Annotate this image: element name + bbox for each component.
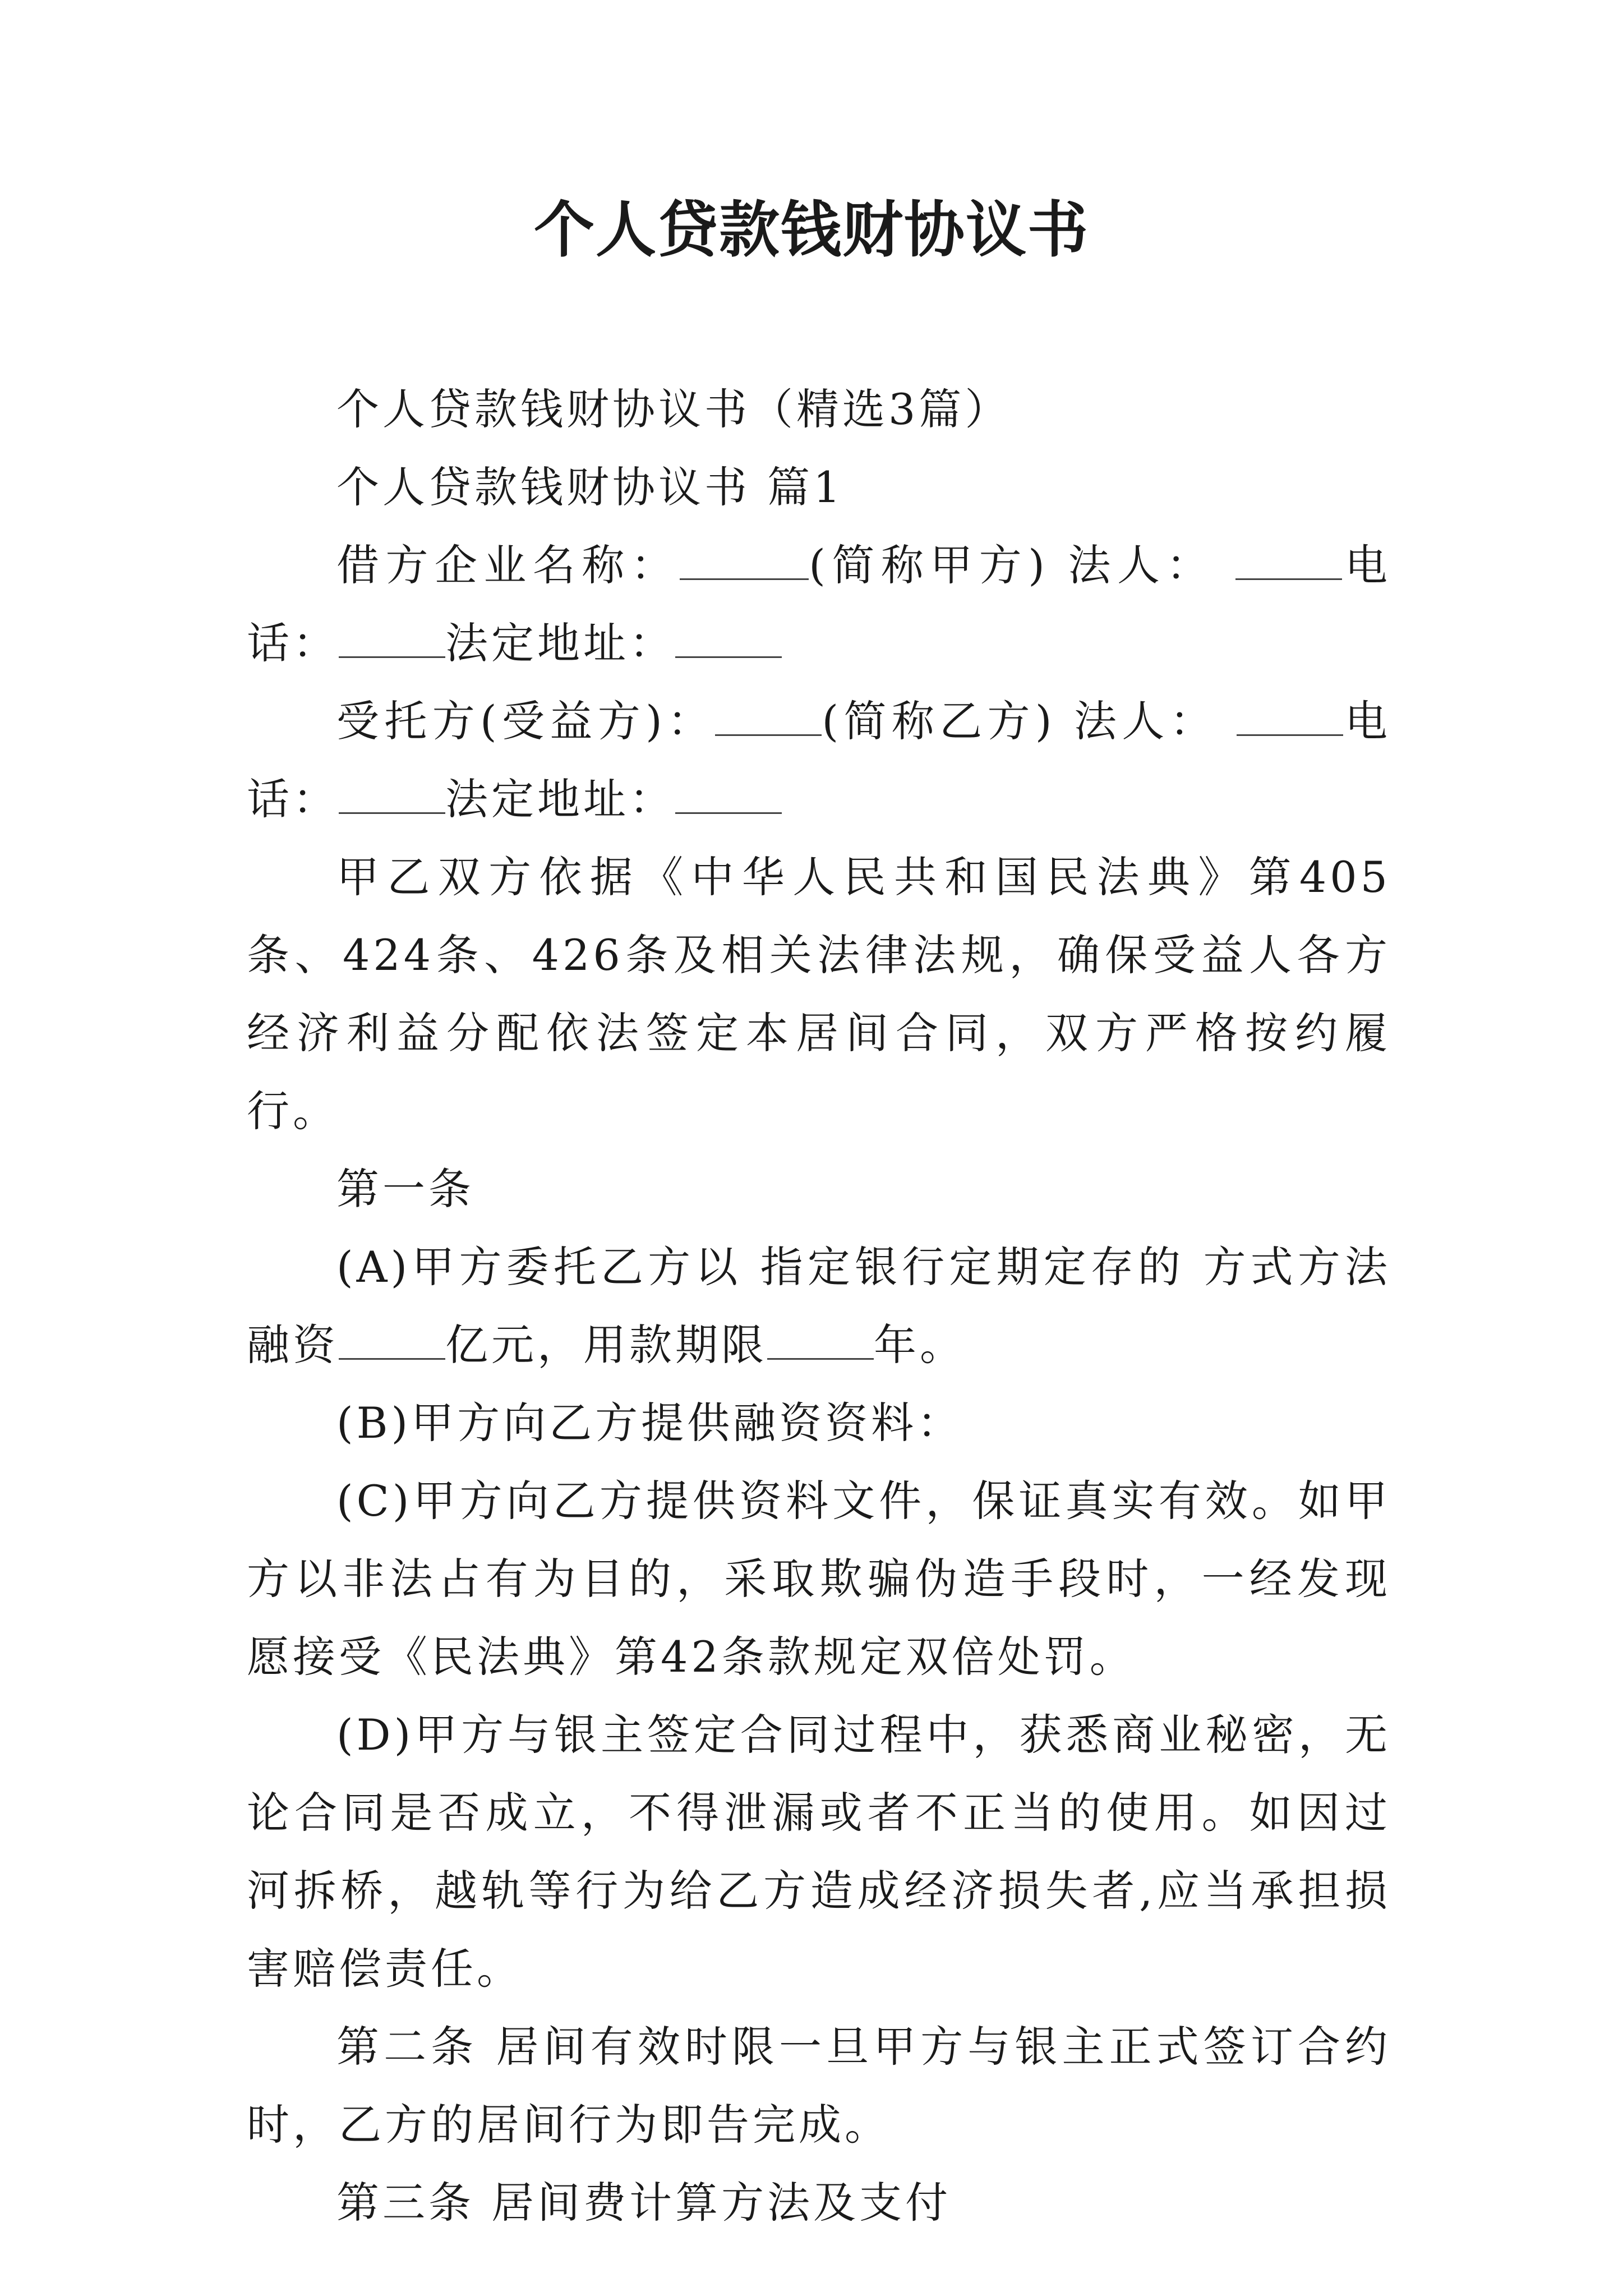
party-a-address-label: 法定地址： <box>445 618 675 668</box>
clause-a-part2: 亿元，用款期限 <box>445 1320 767 1370</box>
party-b-info <box>247 682 1391 838</box>
clause-d: (D)甲方与银主签定合同过程中，获悉商业秘密，无论合同是否成立，不得泄漏或者不正当的使用。如因过河拆桥，越轨等行为给乙方造成经济损失者,应当承担损害赔偿责任。 <box>247 1710 1391 1994</box>
article-2: 第二条 居间有效时限一旦甲方与银主正式签订合约时，乙方的居间行为即告完成。 <box>247 2022 1391 2150</box>
party-b-phone-blank <box>339 777 445 814</box>
party-a-address-blank <box>675 622 782 658</box>
clause-a-term-blank <box>767 1323 874 1360</box>
party-b-address-label: 法定地址： <box>445 774 675 824</box>
party-a-legal-label: (简称甲方) 法人： <box>809 540 1215 590</box>
clause-c: (C)甲方向乙方提供资料文件，保证真实有效。如甲方以非法占有为目的，采取欺骗伪造手段时，一经发现愿接受《民法典》第42条款规定双倍处罚。 <box>247 1476 1391 1682</box>
party-a-name-label: 借方企业名称： <box>336 540 680 590</box>
party-b-address-blank <box>675 777 782 814</box>
document-title: 个人贷款钱财协议书 <box>533 195 1089 265</box>
section-heading: 个人贷款钱财协议书 篇1 <box>336 462 844 512</box>
preamble: 甲乙双方依据《中华人民共和国民法典》第405条、424条、426条及相关法律法规，确保受益人各方经济利益分配依法签定本居间合同，双方严格按约履行。 <box>247 852 1391 1136</box>
party-a-phone-label: 电话： <box>247 540 1391 668</box>
article-3: 第三条 居间费计算方法及支付 <box>336 2178 952 2228</box>
party-b-name-blank <box>715 700 822 736</box>
party-a-phone-blank <box>339 622 445 658</box>
clause-a-amount-blank <box>339 1323 445 1360</box>
clause-a-part3: 年。 <box>874 1320 966 1370</box>
party-b-legal-blank <box>1237 700 1343 736</box>
document-body <box>247 370 1391 2242</box>
party-a-name-blank <box>680 544 809 580</box>
party-b-legal-label: (简称乙方) 法人： <box>822 696 1218 746</box>
document-subtitle: 个人贷款钱财协议书（精选3篇） <box>336 384 1011 434</box>
clause-b: (B)甲方向乙方提供融资资料： <box>336 1398 963 1448</box>
party-b-name-label: 受托方(受益方)： <box>336 696 716 746</box>
article-1-heading: 第一条 <box>336 1164 474 1214</box>
clause-a <box>247 1228 1391 1384</box>
party-b-phone-label: 电话： <box>247 696 1391 824</box>
clause-a-part1: (A)甲方委托乙方以 指定银行定期定存的 方式方法融资 <box>247 1242 1391 1370</box>
party-a-legal-blank <box>1235 544 1342 580</box>
party-a-info <box>247 526 1391 682</box>
